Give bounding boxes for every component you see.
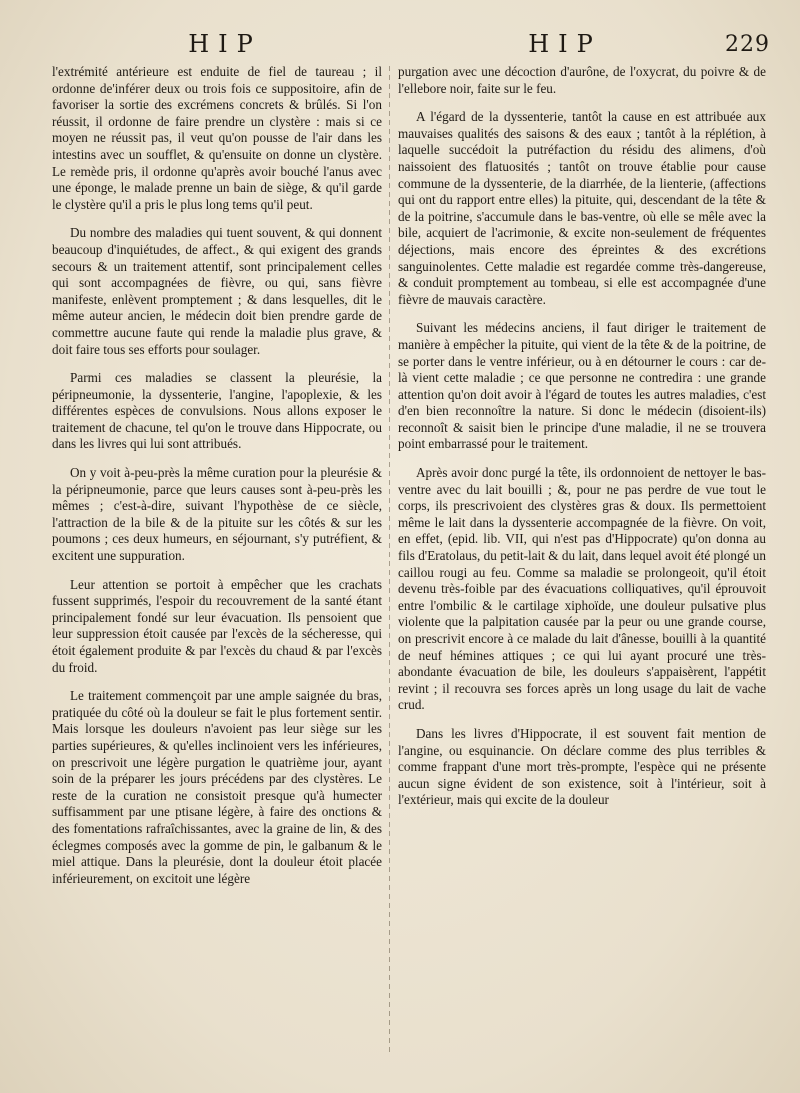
paragraph: Suivant les médecins anciens, il faut diriger le traitement de manière à empêcher la pituite, qui vient de la tête & de la poitrine, de se porter dans le ventre inférieur, ou à en détourner le cours : car de-là vient cette maladie ; ce que personne ne contredira : une grande attention qu'on doit avoir à l'égard de toutes les autres maladies, c'est d'en bien reconnoître la nature. Si donc le médecin (disoient-ils) reconnoît & saisit bien le principe d'une maladie, il ne se trouvera point embarrassé pour le traitement.	[398, 320, 766, 452]
left-column	[52, 64, 382, 899]
paragraph: Après avoir donc purgé la tête, ils ordonnoient de nettoyer le bas-ventre avec du lait bouilli ; &, pour ne pas perdre de vue tout le corps, ils prescrivoient des clystères gras & doux. Ils permettoient même le lait dans la dyssenterie accompagnée de la fièvre. On voit, en effet, (epid. lib. VII, qui n'est pas d'Hippocrate) qu'on donna au fils d'Eratolaus, du petit-lait & du lait, dans lequel avoit été plongé un caillou rougi au feu. Comme sa maladie se prolongeoit, qu'il étoit devenu très-foible par des évacuations colliquatives, qu'il éprouvoit entre l'ombilic & le cartilage xiphoïde, une douleur pulsative plus violente que la palpitation causée par la peur ou une grande course, on prescrivit encore à ce malade du lait d'ânesse, bouilli à la quantité de neuf hémines attiques ; ce qui lui ayant procuré une très-abondante évacuation de bile, les douleurs s'appaisèrent, l'appétit revint ; il recouvra ses forces après un long usage du lait de vache crud.	[398, 465, 766, 713]
page-number: 229	[725, 32, 770, 57]
paragraph: On y voit à-peu-près la même curation pour la pleurésie & la péripneumonie, parce que leurs causes sont à-peu-près les mêmes ; c'est-à-dire, suivant l'hypothèse de ce siècle, l'attraction de la bile & de la pituite sur les côtés & sur les poumons ; ces deux humeurs, en séjournant, s'y putréfient, & excitent une suppuration.	[52, 465, 382, 564]
column-divider	[389, 66, 390, 1056]
running-title-left: HIP	[188, 30, 262, 58]
paragraph: Du nombre des maladies qui tuent souvent, & qui donnent beaucoup d'inquiétudes, de affect., & qui exigent des grands secours & un traitement attentif, sont principalement celles qui sont accompagnées de fièvre, ou qui, sans fièvre manifeste, enlèvent promptement ; & dans lesquelles, dit le même auteur ancien, le médecin doit bien prendre garde de commettre aucune faute qui rende la maladie plus grave, & doit faire tous ses efforts pour soulager.	[52, 225, 382, 357]
paragraph: l'extrémité antérieure est enduite de fiel de taureau ; il ordonne de'inférer deux ou trois fois ce suppositoire, afin de favoriser la sortie des excrémens concrets & brûlés. Si l'on réussit, il ordonne de faire prendre un clystère : mais si ce moyen ne réussit pas, il veut qu'on pousse de l'air dans les intestins avec un soufflet, & qu'ensuite on donne un clystère. Le remède pris, il ordonne qu'après avoir bouché l'anus avec une éponge, le malade prenne un bain de siège, & qu'il garde le clystère qu'il a pris le plus long tems qu'il peut.	[52, 64, 382, 212]
running-title-right: HIP	[528, 30, 602, 58]
paragraph: A l'égard de la dyssenterie, tantôt la cause en est attribuée aux mauvaises qualités des saisons & des eaux ; tantôt à la réplétion, à laquelle succédoit la putréfaction du résidu des alimens, d'où naissoient des flatuosités ; tantôt on trouve établie pour cause commune de la dyssenterie, de la diarrhée, de la lienterie, (affections qui ont du rapport entre elles) la pituite, qui, descendant de la tête & de la poitrine, s'accumule dans le bas-ventre, où elle se mêle avec la bile, acquiert de l'acrimonie, & excite non-seulement de fréquentes déjections, mais encore des épreintes & des excrétions sanguinolentes. Cette maladie est regardée comme très-dangereuse, & conduit promptement au tombeau, si elle est accompagnée d'une fièvre de mauvais caractère.	[398, 109, 766, 307]
paragraph: Le traitement commençoit par une ample saignée du bras, pratiquée du côté où la douleur se fait le plus fortement sentir. Mais lorsque les douleurs n'avoient pas leur siège sur les parties supérieures, & qu'elles inclinoient vers les inférieures, on prescrivoit une légère purgation le quatrième jour, ayant soin de la préparer les jours précédens par des clystères. Le reste de la curation ne consistoit presque qu'à humecter suffisamment par une ptisane légère, à faire des onctions & des fomentations rafraîchissantes, avec la graine de lin, & des éclegmes composés avec la gomme de pin, le galbanum & le miel attique. Dans la pleurésie, dont la douleur étoit placée inférieurement, on excitoit une légère	[52, 688, 382, 886]
paragraph: Dans les livres d'Hippocrate, il est souvent fait mention de l'angine, ou esquinancie. On déclare comme des plus terribles & comme frappant d'une mort très-prompte, l'espèce qui ne présente aucun signe évident de son existence, soit à l'intérieur, soit à l'extérieur, mais qui excite de la douleur	[398, 725, 766, 808]
paragraph: Leur attention se portoit à empêcher que les crachats fussent supprimés, l'espoir du recouvrement de la santé étant principalement fondé sur leur évacuation. Ils pensoient que leur suppression étoit causée par l'excès de la sécheresse, qui étoit également produite & par l'excès du chaud & par l'excès du froid.	[52, 576, 382, 675]
paragraph: purgation avec une décoction d'aurône, de l'oxycrat, du poivre & de l'ellebore noir, faite sur le feu.	[398, 64, 766, 96]
running-header	[0, 30, 800, 60]
right-column	[398, 64, 766, 821]
paragraph: Parmi ces maladies se classent la pleurésie, la péripneumonie, la dyssenterie, l'angine, l'apoplexie, & les différentes espèces de convulsions. Nous allons exposer le traitement de chacune, tel qu'on le trouve dans Hippocrate, ou dans les livres qui lui sont attribués.	[52, 370, 382, 452]
